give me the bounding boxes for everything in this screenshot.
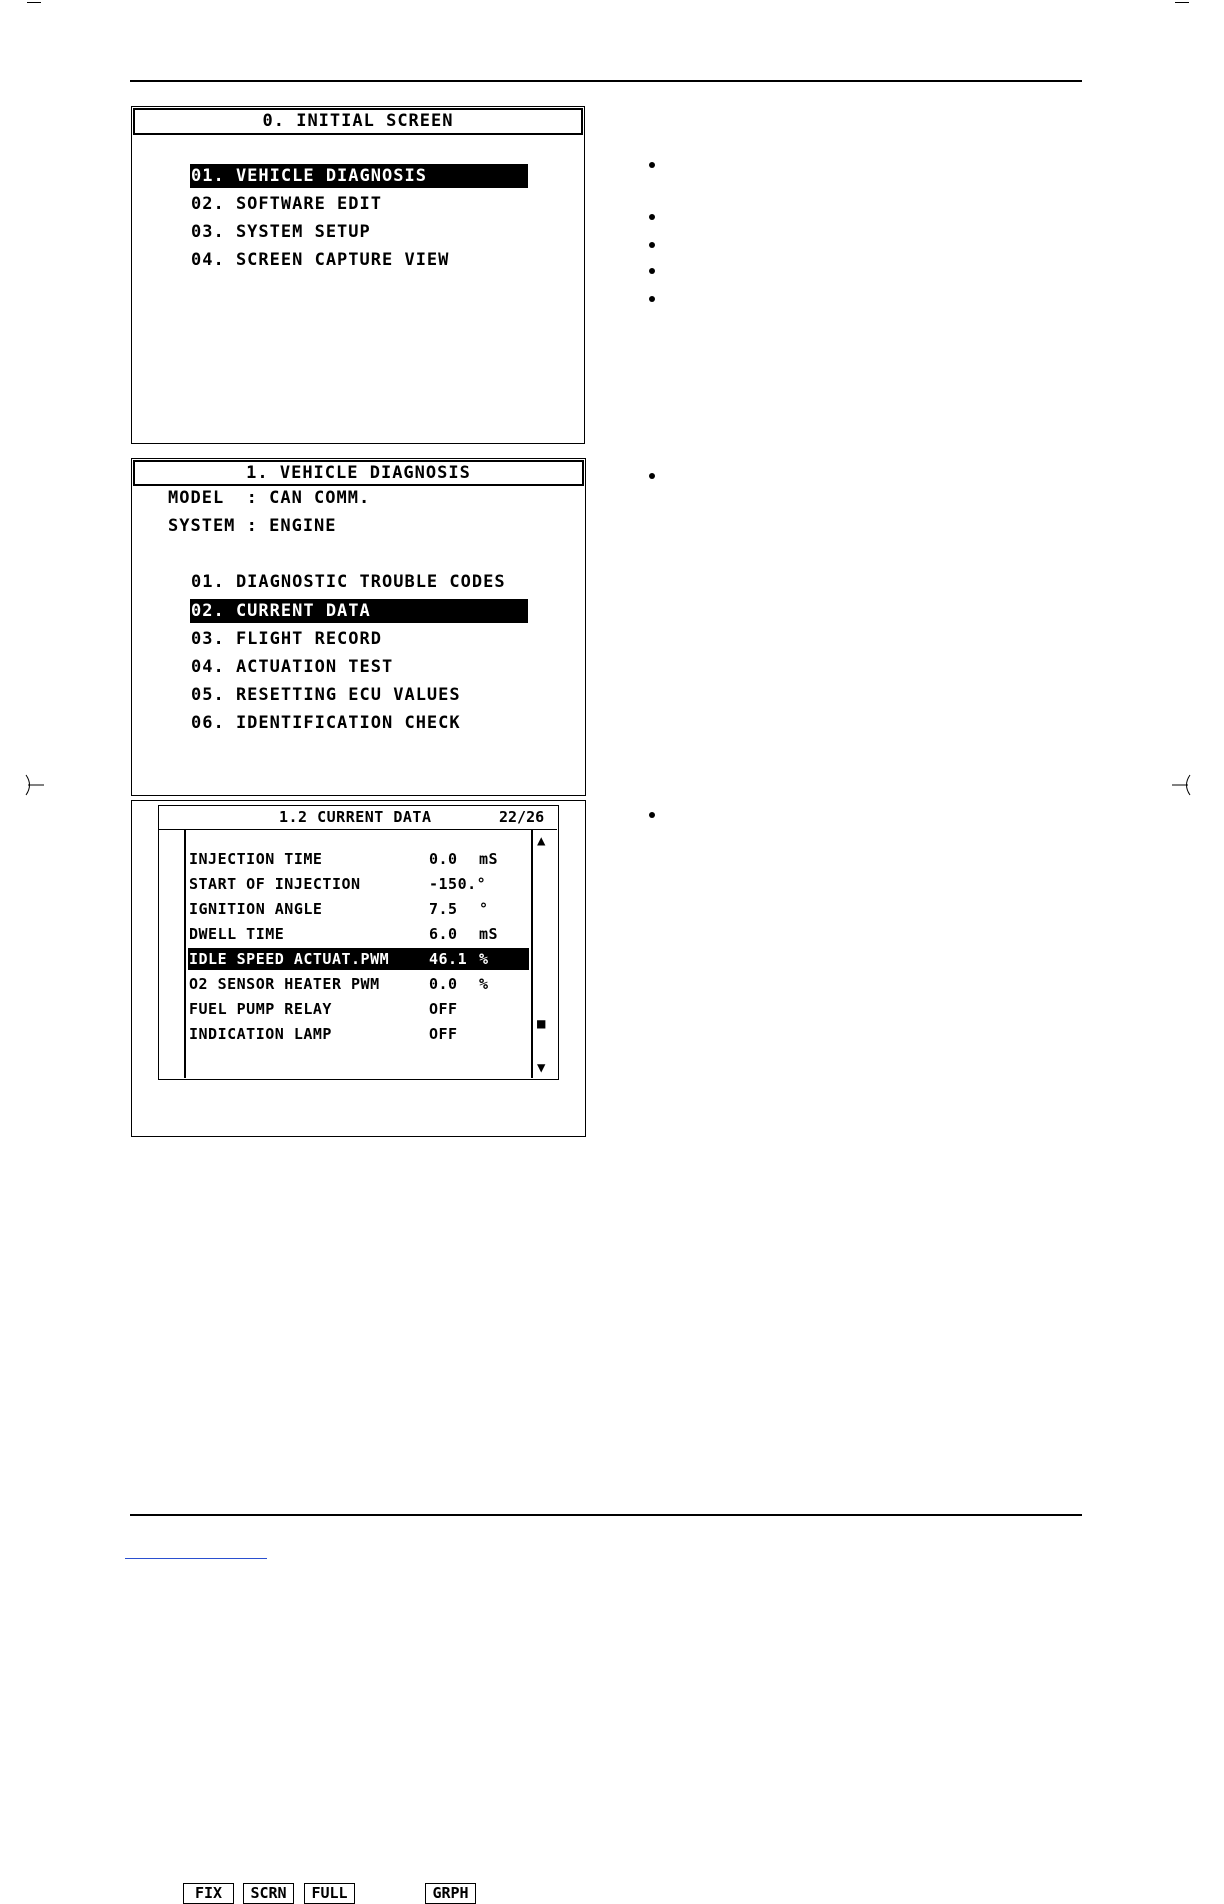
bullet-point bbox=[649, 214, 655, 220]
crop-mark-top-left bbox=[27, 2, 41, 3]
data-row-value: 46.1 bbox=[429, 950, 468, 968]
data-row-value: OFF bbox=[429, 1025, 458, 1043]
bullet-point bbox=[649, 296, 655, 302]
data-row[interactable] bbox=[188, 873, 529, 895]
data-row[interactable] bbox=[188, 898, 529, 920]
data-frame bbox=[158, 805, 559, 1080]
data-row-unit: mS bbox=[479, 850, 499, 868]
data-row-value: 7.5 bbox=[429, 900, 458, 918]
menu-item-software-edit[interactable]: 02. SOFTWARE EDIT bbox=[191, 194, 382, 214]
data-row-value: OFF bbox=[429, 1000, 458, 1018]
current-data-panel bbox=[131, 800, 586, 1902]
menu-item-vehicle-diagnosis[interactable]: 01. VEHICLE DIAGNOSIS bbox=[190, 164, 528, 188]
menu-item-system-setup[interactable]: 03. SYSTEM SETUP bbox=[191, 222, 371, 242]
data-row[interactable] bbox=[188, 923, 529, 945]
data-row-name: FUEL PUMP RELAY bbox=[189, 1000, 332, 1018]
scrollbar[interactable] bbox=[531, 830, 533, 1078]
data-row[interactable] bbox=[188, 973, 529, 995]
data-row[interactable] bbox=[188, 1023, 529, 1045]
data-row-value: 0.0 bbox=[429, 850, 458, 868]
screen-title: 1. VEHICLE DIAGNOSIS bbox=[133, 460, 584, 486]
menu-item-resetting-ecu-values[interactable]: 05. RESETTING ECU VALUES bbox=[191, 685, 461, 705]
menu-item-current-data[interactable]: 02. CURRENT DATA bbox=[190, 599, 528, 623]
page-indicator: 22/26 bbox=[499, 808, 545, 826]
grph-button[interactable]: GRPH bbox=[425, 1883, 476, 1904]
data-row-name: O2 SENSOR HEATER PWM bbox=[189, 975, 380, 993]
data-row[interactable] bbox=[188, 948, 529, 970]
system-line: SYSTEM : ENGINE bbox=[168, 516, 337, 536]
bullet-point bbox=[649, 162, 655, 168]
data-row-name: IDLE SPEED ACTUAT.PWM bbox=[189, 950, 390, 968]
scroll-down-icon[interactable]: ▼ bbox=[537, 1060, 546, 1076]
screen-title: 0. INITIAL SCREEN bbox=[133, 108, 583, 135]
data-row-unit: % bbox=[479, 950, 489, 968]
header-bar bbox=[159, 806, 557, 830]
bullet-point bbox=[649, 268, 655, 274]
fix-button[interactable]: FIX bbox=[183, 1883, 234, 1904]
vehicle-diagnosis-panel bbox=[131, 458, 586, 796]
data-row-name: IGNITION ANGLE bbox=[189, 900, 323, 918]
menu-item-identification-check[interactable]: 06. IDENTIFICATION CHECK bbox=[191, 713, 461, 733]
data-row-value: -150.° bbox=[429, 875, 487, 893]
footer-link-underline bbox=[125, 1558, 267, 1559]
screen-title: 1.2 CURRENT DATA bbox=[279, 808, 432, 826]
data-row[interactable] bbox=[188, 998, 529, 1020]
menu-item-flight-record[interactable]: 03. FLIGHT RECORD bbox=[191, 629, 382, 649]
data-row-unit: mS bbox=[479, 925, 499, 943]
full-button[interactable]: FULL bbox=[304, 1883, 355, 1904]
bullet-point bbox=[649, 473, 655, 479]
data-row-name: INJECTION TIME bbox=[189, 850, 323, 868]
bottom-rule bbox=[130, 1514, 1082, 1516]
data-row-unit: ° bbox=[479, 900, 489, 918]
menu-item-actuation-test[interactable]: 04. ACTUATION TEST bbox=[191, 657, 394, 677]
registration-mark-right bbox=[1170, 774, 1192, 796]
registration-mark-left bbox=[24, 774, 46, 796]
data-row-value: 0.0 bbox=[429, 975, 458, 993]
data-row-name: DWELL TIME bbox=[189, 925, 285, 943]
data-row-name: INDICATION LAMP bbox=[189, 1025, 332, 1043]
bullet-point bbox=[649, 812, 655, 818]
scroll-thumb-icon[interactable]: ■ bbox=[537, 1016, 546, 1032]
data-row-value: 6.0 bbox=[429, 925, 458, 943]
data-row-unit: % bbox=[479, 975, 489, 993]
scroll-up-icon[interactable]: ▲ bbox=[537, 833, 546, 849]
model-line: MODEL : CAN COMM. bbox=[168, 488, 371, 508]
data-row[interactable] bbox=[188, 848, 529, 870]
menu-item-diagnostic-trouble-codes[interactable]: 01. DIAGNOSTIC TROUBLE CODES bbox=[191, 572, 506, 592]
data-row-name: START OF INJECTION bbox=[189, 875, 361, 893]
menu-item-screen-capture-view[interactable]: 04. SCREEN CAPTURE VIEW bbox=[191, 250, 450, 270]
bullet-point bbox=[649, 242, 655, 248]
initial-screen-panel bbox=[131, 106, 585, 444]
row-gutter-line bbox=[184, 830, 186, 1078]
scrn-button[interactable]: SCRN bbox=[243, 1883, 294, 1904]
crop-mark-top-right bbox=[1175, 2, 1189, 3]
top-rule bbox=[130, 80, 1082, 82]
